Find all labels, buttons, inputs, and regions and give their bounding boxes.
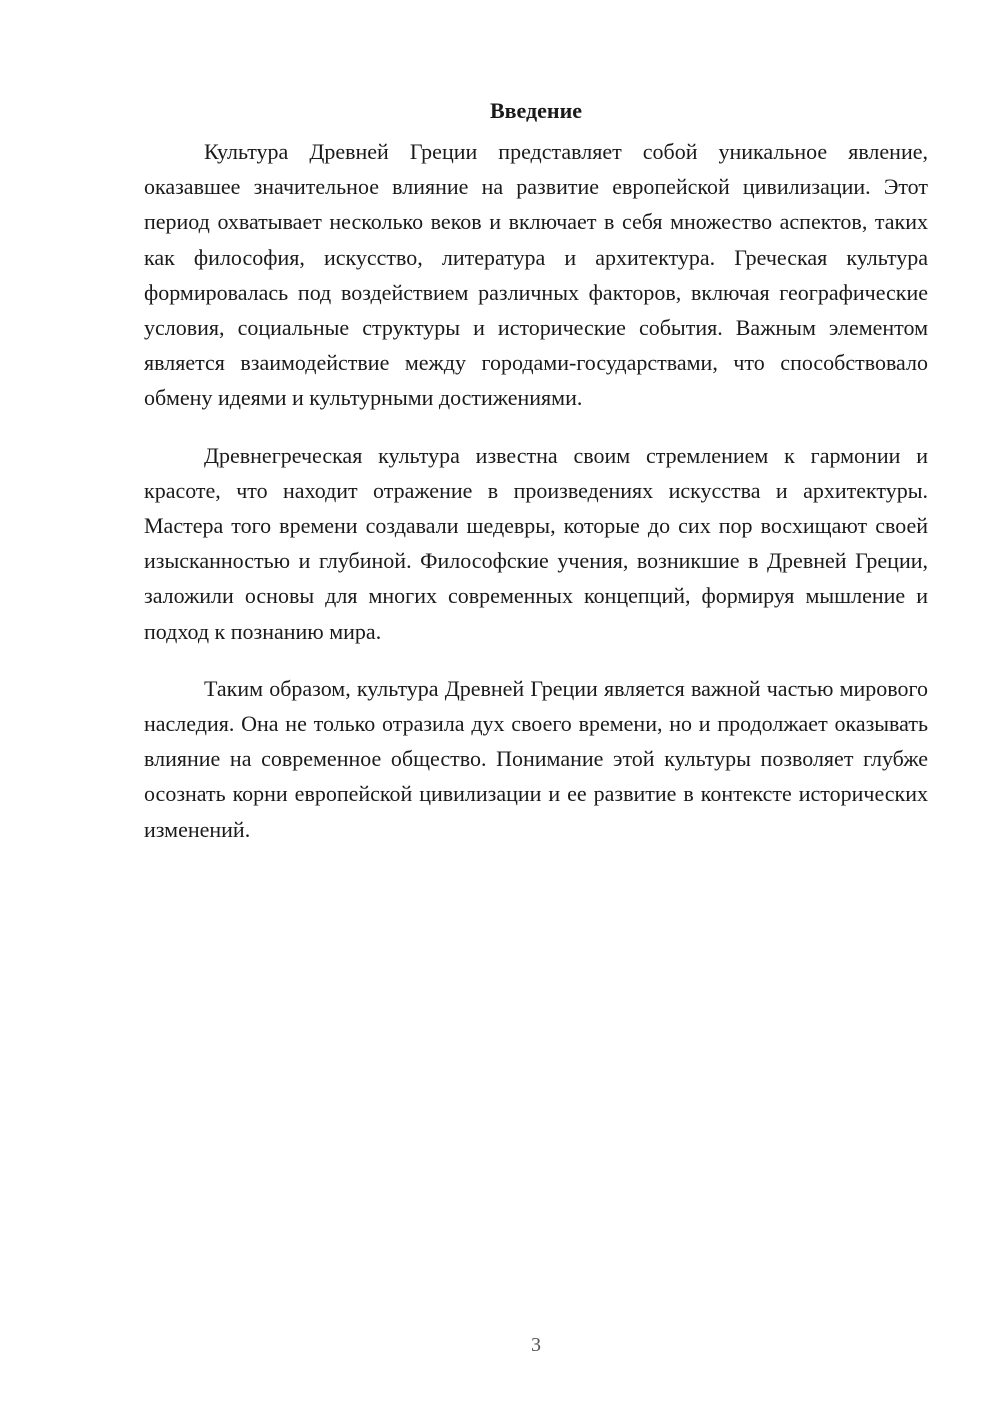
page-content (144, 96, 928, 869)
paragraph-1: Культура Древней Греции представляет собой уникальное явление, оказавшее значительное влияние на развитие европейской цивилизации. Этот период охватывает несколько веков и включает в себя множество аспектов, таких как философия, искусство, литература и архитектура. Греческая культура формировалась под воздействием различных факторов, включая географические условия, социальные структуры и исторические события. Важным элементом является взаимодействие между городами-государствами, что способствовало обмену идеями и культурными достижениями. (144, 139, 928, 411)
paragraph-3: Таким образом, культура Древней Греции является важной частью мирового наследия. Она не только отразила дух своего времени, но и продолжает оказывать влияние на современное общество. Понимание этой культуры позволяет глубже осознать корни европейской цивилизации и ее развитие в контексте исторических изменений. (144, 675, 928, 842)
page-number: 3 (531, 1334, 541, 1356)
paragraph-2: Древнегреческая культура известна своим стремлением к гармонии и красоте, что находит отражение в произведениях искусства и архитектуры. Мастера того времени создавали шедевры, которые до сих пор восхищают своей изысканностью и глубиной. Философские учения, возникшие в Древней Греции, заложили основы для многих современных концепций, формируя мышление и подход к познанию мира. (144, 442, 928, 644)
section-heading: Введение (489, 98, 583, 123)
